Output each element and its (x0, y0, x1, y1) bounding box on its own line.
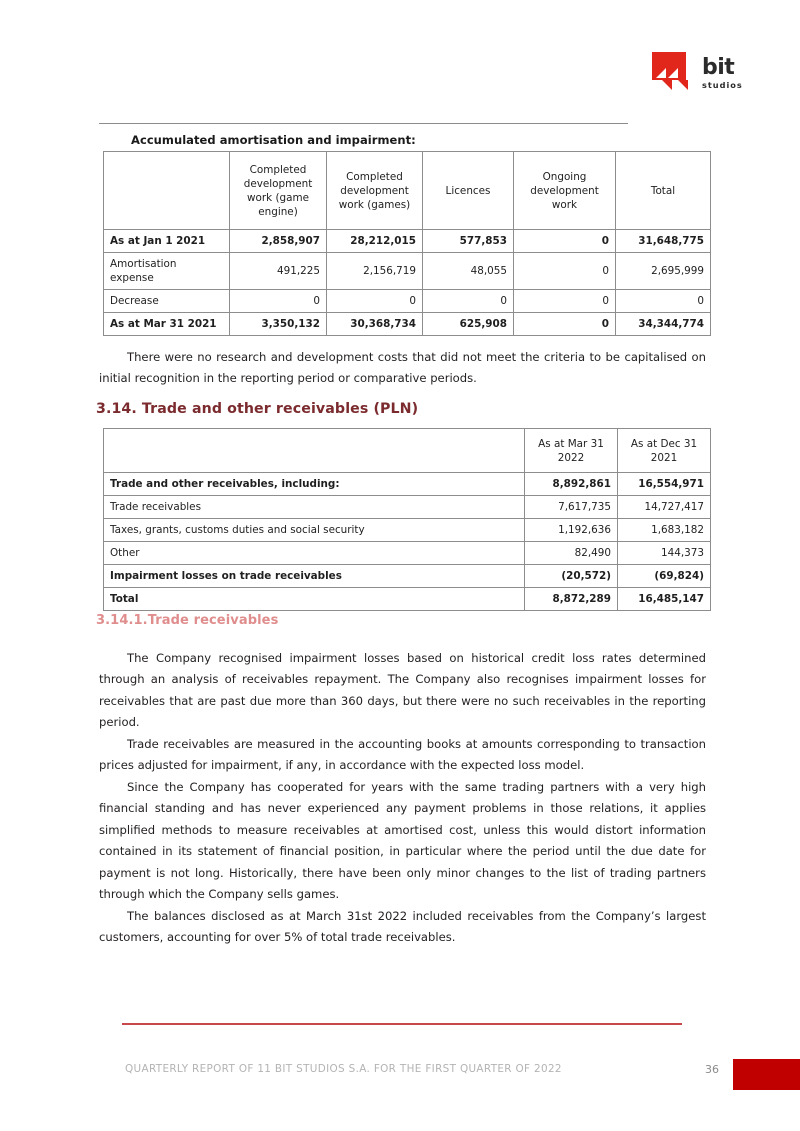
row-label: Other (104, 542, 525, 565)
footer-report-title: QUARTERLY REPORT OF 11 BIT STUDIOS S.A. FOR THE FIRST QUARTER OF 2022 (125, 1063, 562, 1075)
logo-studios-text: studios (702, 80, 743, 90)
table-header-row (104, 152, 711, 230)
table-header-row (104, 429, 711, 473)
row-label: Trade receivables (104, 496, 525, 519)
11-bit-studios-mark-icon (652, 52, 698, 92)
table-row (104, 519, 711, 542)
cell-value: 8,872,289 (525, 588, 618, 611)
col-header-as-at-dec-31-2021 (618, 429, 711, 473)
cell-value: 2,858,907 (230, 230, 327, 253)
brand-logo (652, 52, 752, 102)
col-header-line1: As at Dec 31 (630, 437, 698, 450)
col-header-completed-dev-games: Completed development work (games) (327, 152, 423, 230)
col-header-as-at-mar-31-2022 (525, 429, 618, 473)
cell-value: 8,892,861 (525, 473, 618, 496)
row-label: As at Mar 31 2021 (104, 313, 230, 336)
col-header-licences: Licences (423, 152, 514, 230)
cell-value: 491,225 (230, 253, 327, 290)
col-header-line2: 2021 (650, 451, 678, 464)
paragraph-balances-disclosed: The balances disclosed as at March 31st 2022 included receivables from the Company’s largest customers, accounting for over 5% of total trade receivables. (99, 908, 706, 945)
table-row (104, 290, 711, 313)
col-header-line1: As at Mar 31 (538, 437, 604, 450)
col-header-line2: 2022 (557, 451, 585, 464)
cell-value: 0 (514, 230, 616, 253)
cell-value: 0 (327, 290, 423, 313)
cell-value: 144,373 (618, 542, 711, 565)
subsection-heading-3-14-1: 3.14.1.Trade receivables (96, 613, 279, 628)
logo-wordmark (702, 55, 752, 90)
row-label: Trade and other receivables, including: (104, 473, 525, 496)
paragraph-impairment-losses: The Company recognised impairment losses based on historical credit loss rates determined through an analysis of receivables repayment. The Company also recognises impairment losses for receivables that are past due more than 360 days, but there were no such receivables in the reporting period. (99, 650, 706, 730)
col-header-total: Total (616, 152, 711, 230)
cell-value: 0 (616, 290, 711, 313)
cell-value: 14,727,417 (618, 496, 711, 519)
cell-value: 577,853 (423, 230, 514, 253)
cell-value: 82,490 (525, 542, 618, 565)
section-heading-3-14: 3.14. Trade and other receivables (PLN) (96, 401, 419, 417)
footer-page-number: 36 (705, 1063, 719, 1076)
logo-bit-text: bit (702, 55, 735, 80)
table-row (104, 565, 711, 588)
accumulated-amortisation-table (103, 151, 711, 336)
row-label: Amortisation expense (104, 253, 230, 290)
cell-value: 16,554,971 (618, 473, 711, 496)
header-divider (99, 123, 628, 124)
cell-value: 0 (514, 313, 616, 336)
cell-value: 1,683,182 (618, 519, 711, 542)
cell-value: 1,192,636 (525, 519, 618, 542)
cell-value: 30,368,734 (327, 313, 423, 336)
row-label: As at Jan 1 2021 (104, 230, 230, 253)
table-row (104, 588, 711, 611)
footer-accent-block (733, 1059, 800, 1090)
row-label: Impairment losses on trade receivables (104, 565, 525, 588)
cell-value: 2,156,719 (327, 253, 423, 290)
table-caption: Accumulated amortisation and impairment: (131, 133, 416, 147)
cell-value: 34,344,774 (616, 313, 711, 336)
cell-value: 0 (514, 290, 616, 313)
col-header-completed-dev-game-engine: Completed development work (game engine) (230, 152, 327, 230)
table-row (104, 313, 711, 336)
cell-value: (69,824) (618, 565, 711, 588)
table-row (104, 253, 711, 290)
row-label: Total (104, 588, 525, 611)
cell-value: 0 (230, 290, 327, 313)
cell-value: 7,617,735 (525, 496, 618, 519)
paragraph-measurement: Trade receivables are measured in the accounting books at amounts corresponding to transaction prices adjusted for impairment, if any, in accordance with the expected loss model. (99, 736, 706, 773)
cell-value: 28,212,015 (327, 230, 423, 253)
table-row (104, 473, 711, 496)
table-row (104, 496, 711, 519)
row-label: Decrease (104, 290, 230, 313)
cell-value: 48,055 (423, 253, 514, 290)
paragraph-trading-partners: Since the Company has cooperated for years with the same trading partners with a very high financial standing and has never experienced any payment problems in those relations, it applies simplified methods to measure receivables at amortised cost, unless this would distort information contained in its statement of financial position, in particular where the period until the due date for payment is not long. Historically, there have been only minor changes to the list of trading partners through which the Company sells games. (99, 779, 706, 902)
cell-value: 2,695,999 (616, 253, 711, 290)
table-row (104, 542, 711, 565)
cell-value: 31,648,775 (616, 230, 711, 253)
col-header-blank (104, 152, 230, 230)
cell-value: 625,908 (423, 313, 514, 336)
trade-and-other-receivables-table (103, 428, 711, 611)
cell-value: 16,485,147 (618, 588, 711, 611)
cell-value: 0 (514, 253, 616, 290)
footer-divider (122, 1023, 682, 1025)
col-header-blank (104, 429, 525, 473)
table-row (104, 230, 711, 253)
cell-value: 0 (423, 290, 514, 313)
col-header-ongoing-dev-work: Ongoing development work (514, 152, 616, 230)
row-label: Taxes, grants, customs duties and social security (104, 519, 525, 542)
cell-value: (20,572) (525, 565, 618, 588)
paragraph-rnd-costs: There were no research and development costs that did not meet the criteria to be capitalised on initial recognition in the reporting period or comparative periods. (99, 349, 706, 386)
cell-value: 3,350,132 (230, 313, 327, 336)
